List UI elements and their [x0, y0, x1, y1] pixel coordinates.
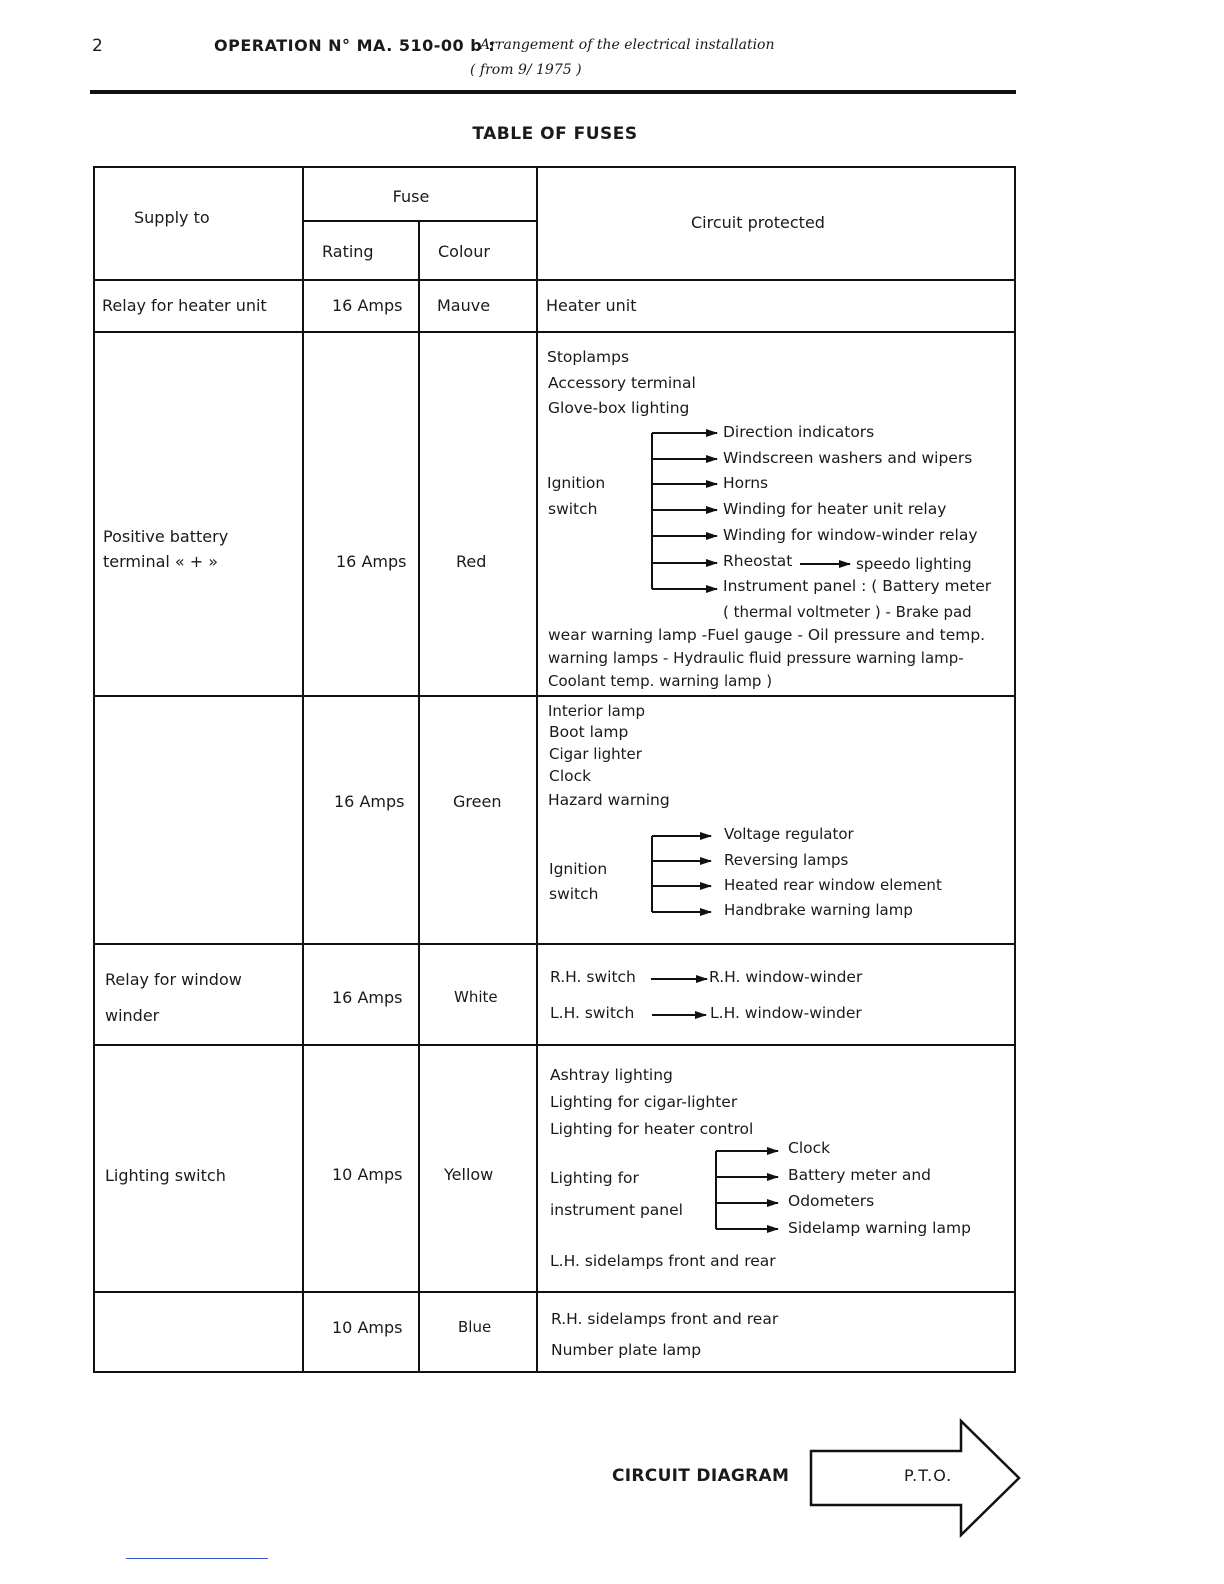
- circuit-line: Ashtray lighting: [550, 1066, 673, 1084]
- circuit-line: Accessory terminal: [548, 374, 696, 392]
- header-fuse: Fuse: [392, 187, 430, 206]
- ignition-label: Ignition: [547, 474, 606, 492]
- page-number: 2: [92, 36, 103, 56]
- circuit-line: Coolant temp. warning lamp ): [548, 672, 773, 690]
- circuit-line: L.H. sidelamps front and rear: [550, 1252, 776, 1270]
- rh-target: R.H. window-winder: [709, 968, 863, 986]
- rating-cell: 16 Amps: [334, 792, 405, 811]
- circuit-line: Glove-box lighting: [548, 399, 690, 417]
- supply-cell: Relay for heater unit: [102, 296, 267, 315]
- branch-item: Voltage regulator: [724, 825, 854, 843]
- branch-item: Instrument panel : ( Battery meter: [723, 577, 992, 595]
- circuit-line: Number plate lamp: [551, 1341, 702, 1359]
- pto-arrow-icon: [808, 1418, 1024, 1566]
- branch-item: Odometers: [788, 1192, 875, 1210]
- branch-item: Rheostat: [723, 552, 793, 570]
- pto-label: P.T.O.: [904, 1466, 953, 1485]
- ignition-label: Ignition: [549, 860, 608, 878]
- switch-label: switch: [549, 885, 599, 903]
- circuit-line: ( thermal voltmeter ) - Brake pad: [723, 603, 972, 621]
- footer-rule: [126, 1558, 268, 1559]
- branch-item: Sidelamp warning lamp: [788, 1219, 971, 1237]
- branch-item: Handbrake warning lamp: [724, 901, 913, 919]
- colour-cell: Red: [456, 552, 487, 571]
- rating-cell: 10 Amps: [332, 1318, 403, 1337]
- circuit-line: wear warning lamp -Fuel gauge - Oil pressure and temp.: [548, 626, 986, 644]
- operation-description: Arrangement of the electrical installation: [480, 37, 775, 53]
- branch-item: Direction indicators: [723, 423, 875, 441]
- header-colour: Colour: [438, 242, 490, 261]
- circuit-diagram-label: CIRCUIT DIAGRAM: [612, 1466, 790, 1486]
- circuit-line: Heater unit: [546, 296, 637, 315]
- circuit-line: Hazard warning: [548, 791, 670, 809]
- supply-cell: terminal « + »: [103, 552, 219, 571]
- group-label: Lighting for: [550, 1169, 639, 1187]
- branch-item: Heated rear window element: [724, 876, 942, 894]
- supply-cell: winder: [105, 1006, 160, 1025]
- switch-label: switch: [548, 500, 598, 518]
- supply-cell: Relay for window: [105, 970, 242, 989]
- group-label: instrument panel: [550, 1201, 683, 1219]
- branch-item: Reversing lamps: [724, 851, 849, 869]
- rating-cell: 16 Amps: [332, 988, 403, 1007]
- rating-cell: 16 Amps: [336, 552, 407, 571]
- circuit-line: Cigar lighter: [549, 745, 642, 763]
- colour-cell: Yellow: [444, 1165, 494, 1184]
- rheostat-target: speedo lighting: [856, 555, 972, 573]
- rating-cell: 10 Amps: [332, 1165, 403, 1184]
- circuit-line: Lighting for cigar-lighter: [550, 1093, 738, 1111]
- header-rating: Rating: [322, 242, 374, 261]
- colour-cell: Green: [453, 792, 502, 811]
- supply-cell: Positive battery: [103, 527, 229, 546]
- colour-cell: Mauve: [437, 296, 491, 315]
- branch-item: Horns: [723, 474, 769, 492]
- branch-item: Windscreen washers and wipers: [723, 449, 973, 467]
- branch-item: Clock: [788, 1139, 831, 1157]
- circuit-line: Stoplamps: [547, 348, 630, 366]
- colour-cell: White: [454, 988, 498, 1006]
- circuit-line: warning lamps - Hydraulic fluid pressure warning lamp-: [548, 649, 964, 667]
- circuit-line: Interior lamp: [548, 702, 645, 720]
- circuit-line: Lighting for heater control: [550, 1120, 754, 1138]
- operation-date: ( from 9/ 1975 ): [470, 62, 582, 78]
- header-supply: Supply to: [134, 208, 210, 227]
- table-title: TABLE OF FUSES: [472, 124, 638, 144]
- circuit-line: R.H. sidelamps front and rear: [551, 1310, 779, 1328]
- rating-cell: 16 Amps: [332, 296, 403, 315]
- rh-switch-label: R.H. switch: [550, 968, 636, 986]
- header-circuit: Circuit protected: [691, 213, 825, 232]
- circuit-line: Clock: [549, 767, 592, 785]
- supply-cell: Lighting switch: [105, 1166, 226, 1185]
- colour-cell: Blue: [458, 1318, 492, 1336]
- branch-item: Winding for window-winder relay: [723, 526, 978, 544]
- operation-title: OPERATION N° MA. 510-00 b :: [214, 36, 496, 55]
- circuit-line: Boot lamp: [549, 723, 629, 741]
- lh-switch-label: L.H. switch: [550, 1004, 635, 1022]
- branch-item: Battery meter and: [788, 1166, 932, 1184]
- lh-target: L.H. window-winder: [710, 1004, 862, 1022]
- branch-item: Winding for heater unit relay: [723, 500, 947, 518]
